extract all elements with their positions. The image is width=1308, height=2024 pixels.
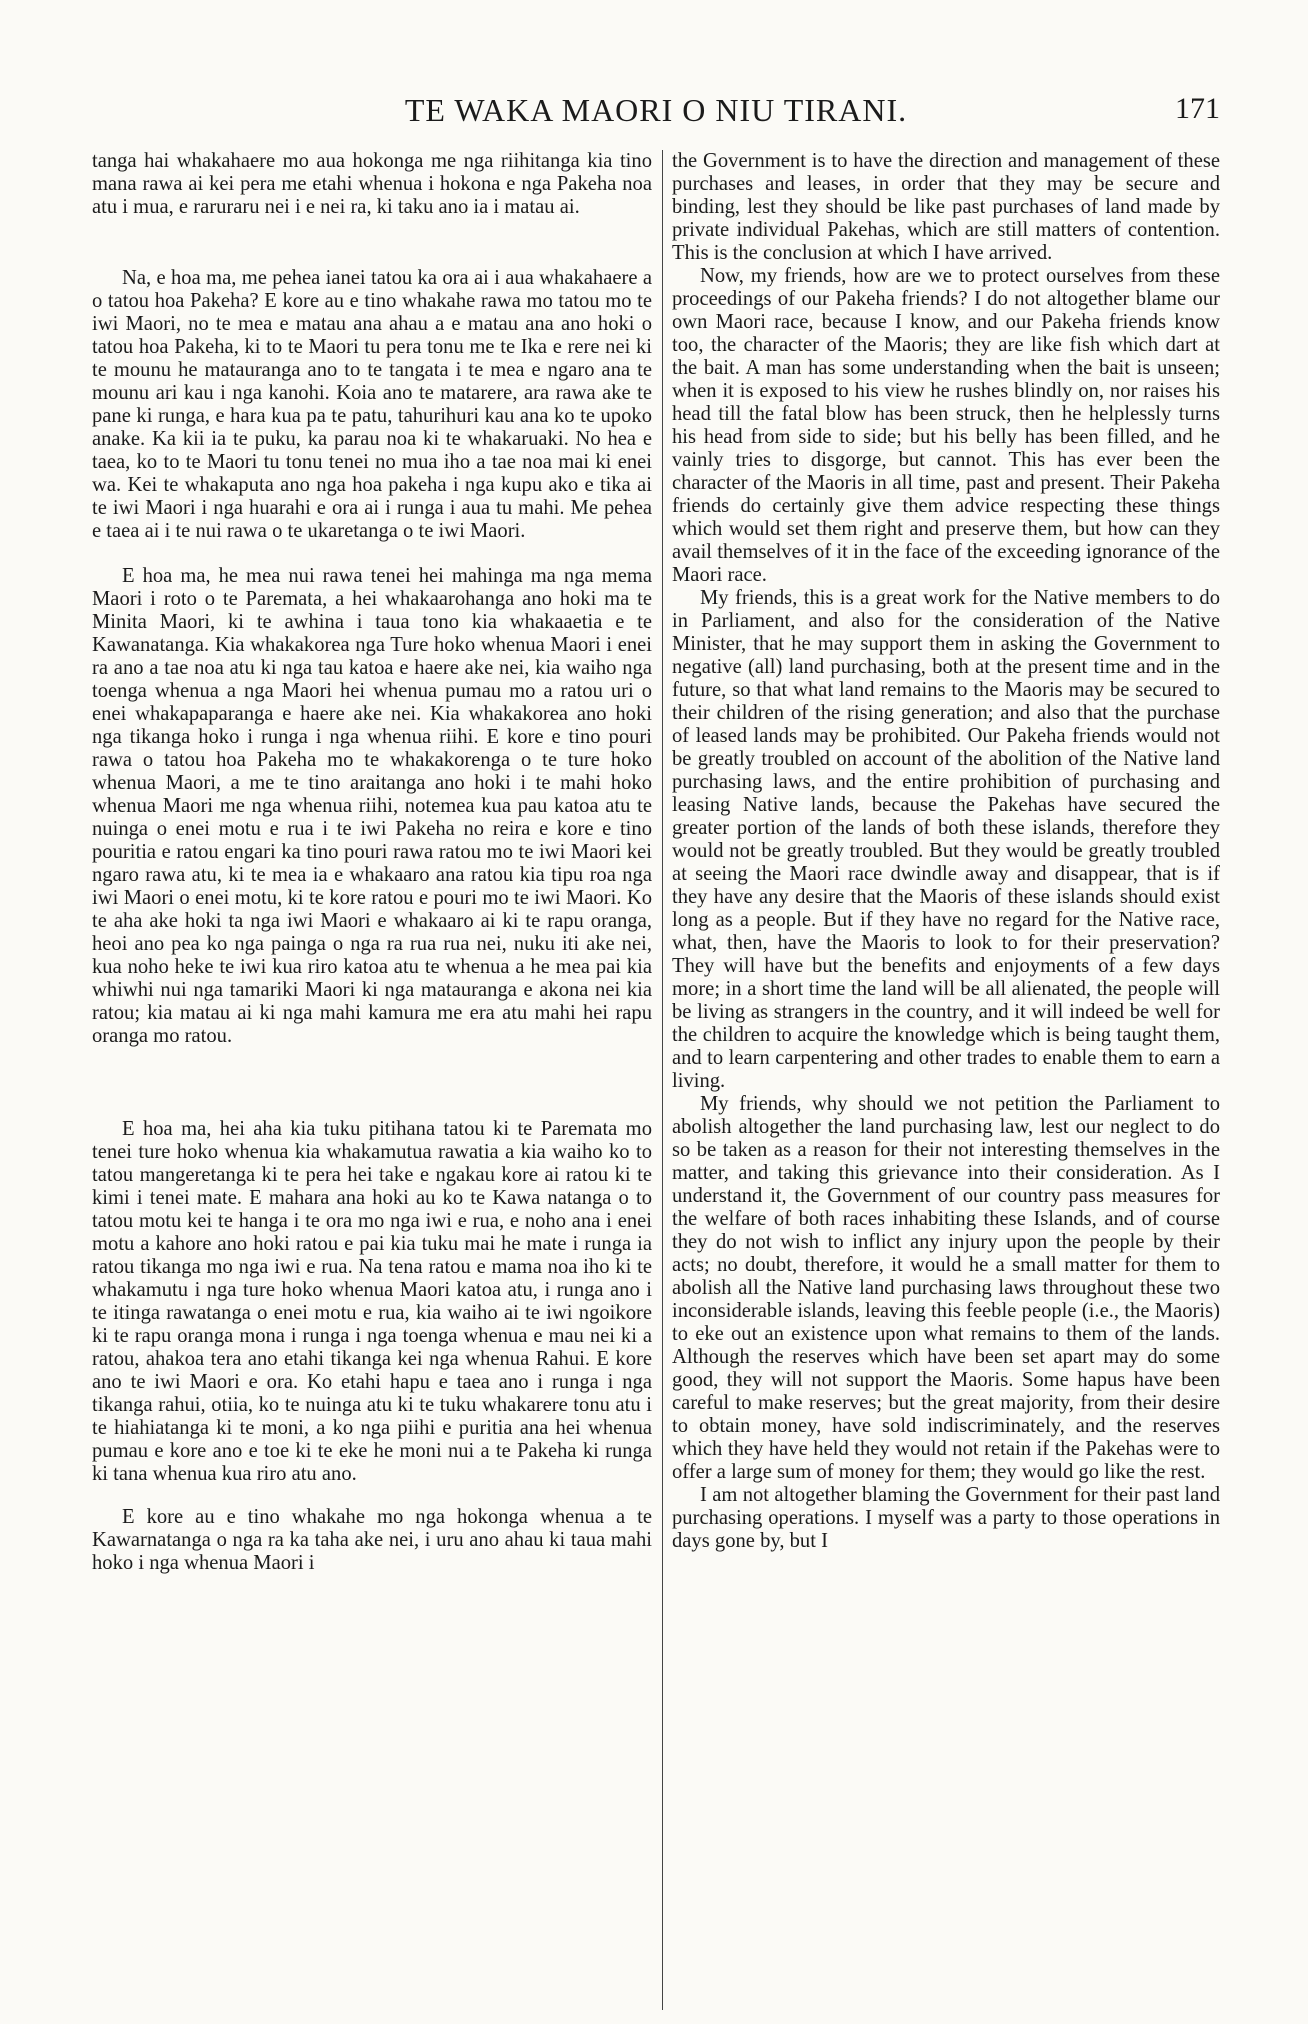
page-header [92, 92, 1220, 132]
paragraph: My friends, why should we not petition the Parliament to abolish altogether the land purchasing law, lest our neglect to do so be taken as a reason for their not interesting themselves in the matter, and taking this grievance into their consideration. As I understand it, the Government of our country pass measures for the welfare of both races inhabiting these Islands, and of course they do not wish to inflict any injury upon the people by their acts; no doubt, therefore, it would he a small matter for them to abolish all the Native land purchasing laws throughout these two inconsiderable islands, leaving this feeble people (i.e., the Maoris) to eke out an existence upon what remains to them of the lands. Although the reserves which have been set apart may do some good, they will not support the Maoris. Some hapus have been careful to make reserves; but the great majority, from their desire to obtain money, have sold indiscriminately, and the reserves which they have held they would not retain if the Pakehas were to offer a large sum of money for them; they would go like the rest. [672, 1093, 1220, 1483]
paragraph: tanga hai whakahaere mo aua hokonga me nga riihitanga kia tino mana rawa ai kei pera me etahi whenua i hokona e nga Pakeha noa atu i mua, e raruraru nei i e nei ra, ki taku ano ia i matau ai. [92, 150, 652, 218]
page-number: 171 [1175, 92, 1220, 125]
paragraph: I am not altogether blaming the Government for their past land purchasing operations. I myself was a party to those operations in days gone by, but I [672, 1484, 1220, 1552]
paragraph: Na, e hoa ma, me pehea ianei tatou ka ora ai i aua whakahaere a o tatou hoa Pakeha? E kore au e tino whakahe rawa mo tatou mo te iwi Maori, no te mea e matau ana ahau a e matau ana ano hoki o tatou hoa Pakeha, ki to te Maori tu pera tonu me te Ika e rere nei ki te mounu he matauranga ano to te tangata i te mea e ngaro ana te mounu ari kau i nga kanohi. Koia ano te matarere, ara rawa ake te pane ki runga, e hara kua pa te patu, tahurihuri kau ana ko te upoko anake. Ka kii ia te puku, ka parau noa ki te whakaruaki. No hea e taea, ko to te Maori tu tonu tenei no mua iho a tae noa mai ki enei wa. Kei te whakaputa ano nga hoa pakeha i nga kupu ako e tika ai te iwi Maori i nga huarahi e ora ai i runga i aua tu mahi. Me pehea e taea ai i te nui rawa o te ukaretanga o te iwi Maori. [92, 267, 652, 542]
english-text-column [672, 150, 1220, 2010]
maori-text-column [92, 150, 652, 2010]
column-divider [662, 150, 663, 2010]
paragraph: E hoa ma, hei aha kia tuku pitihana tatou ki te Paremata mo tenei ture hoko whenua kia whakamutua rawatia a kia waiho ko to tatou mangeretanga ki te pera hei take e ngakau kore ai ratou ki te kimi i tenei mate. E mahara ana hoki au ko te Kawa natanga o to tatou motu kei te hanga i te ora mo nga iwi e rua, e noho ana i enei motu a kahore ano hoki ratou e pai kia tuku mai he mate i runga ia ratou tikanga mo nga iwi e rua. Na tena ratou e mama noa iho ki te whakamutu i nga ture hoko whenua Maori katoa atu, i runga ano i te itinga rawatanga o enei motu e rua, kia waiho ai te iwi ngoikore ki te rapu oranga mona i runga i nga toenga whenua e mau nei ki a ratou, ahakoa tera ano etahi tikanga kei nga whenua Rahui. E kore ano te iwi Maori e ora. Ko etahi hapu e taea ano i runga i nga tikanga rahui, otiia, ko te nuinga atu ki te tuku whakarere tonu atu i te hiahiatanga ki te moni, a ko nga piihi e puritia ana hei whenua pumau e kore ano e toe ki te eke he moni nui a te Pakeha ki runga ki tana whenua kua riro atu ano. [92, 1118, 652, 1485]
paragraph: E hoa ma, he mea nui rawa tenei hei mahinga ma nga mema Maori i roto o te Paremata, a hei whakaarohanga ano hoki ma te Minita Maori, ki te awhina i taua tono kia whakaaetia e te Kawanatanga. Kia whakakorea nga Ture hoko whenua Maori i enei ra ano a tae noa atu ki nga tau katoa e haere ake nei, kia waiho nga toenga whenua a nga Maori hei whenua pumau mo a ratou uri o enei whakapaparanga e haere ake nei. Kia whakakorea ano hoki nga tikanga hoko i runga i nga whenua riihi. E kore e tino pouri rawa o tatou hoa Pakeha mo te whakakorenga o te ture hoko whenua Maori, a me te tino araitanga ano hoki i te mahi hoko whenua Maori me nga whenua riihi, notemea kua pau katoa atu te nuinga o enei motu e rua i te iwi Pakeha no reira e kore e tino pouritia e ratou engari ka tino pouri rawa ratou mo te iwi Maori kei ngaro rawa atu, ki te mea ia e whakaaro ana ratou kia tipu roa nga iwi Maori o enei motu, ki te kore ratou e pouri mo te iwi Maori. Ko te aha ake hoki ta nga iwi Maori e whakaaro ai ki te rapu oranga, heoi ano pea ko nga painga o nga ra rua rua nei, nuku iti ake nei, kua noho heke te iwi kua riro katoa atu te whenua a he mea pai kia whiwhi nui nga tamariki Maori ki nga matauranga e akona nei kia ratou; kia matau ai ki nga mahi kamura me era atu mahi hei rapu oranga mo ratou. [92, 565, 652, 1047]
paragraph: E kore au e tino whakahe mo nga hokonga whenua a te Kawarnatanga o nga ra ka taha ake nei, i uru ano ahau ki taua mahi hoko i nga whenua Maori i [92, 1506, 652, 1574]
paragraph: Now, my friends, how are we to protect ourselves from these proceedings of our Pakeha friends? I do not altogether blame our own Maori race, because I know, and our Pakeha friends know too, the character of the Maoris; they are like fish which dart at the bait. A man has some understanding when the bait is unseen; when it is exposed to his view he rushes blindly on, nor raises his head till the fatal blow has been struck, then he helplessly turns his head from side to side; but his belly has been filled, and he vainly tries to disgorge, but cannot. This has ever been the character of the Maoris in all time, past and present. Their Pakeha friends do certainly give them advice respecting these things which would set them right and preserve them, but how can they avail themselves of it in the face of the exceeding ignorance of the Maori race. [672, 265, 1220, 586]
page-title: TE WAKA MAORI O NIU TIRANI. [404, 92, 908, 128]
paragraph: My friends, this is a great work for the Native members to do in Parliament, and also for the consideration of the Native Minister, that he may support them in asking the Government to negative (all) land purchasing, both at the present time and in the future, so that what land remains to the Maoris may be secured to their children of the rising generation; and also that the purchase of leased lands may be prohibited. Our Pakeha friends would not be greatly troubled on account of the abolition of the Native land purchasing laws, and the entire prohibition of purchasing and leasing Native lands, because the Pakehas have secured the greater portion of the lands of both these islands, therefore they would not be greatly troubled. But they would be greatly troubled at seeing the Maori race dwindle away and disappear, that is if they have any desire that the Maoris of these islands should exist long as a people. But if they have no regard for the Native race, what, then, have the Maoris to look to for their preservation? They will have but the benefits and enjoyments of a few days more; in a short time the land will be all alienated, the people will be living as strangers in the country, and it will indeed be well for the children to acquire the knowledge which is being taught them, and to learn carpentering and other trades to enable them to earn a living. [672, 587, 1220, 1092]
paragraph: the Government is to have the direction and management of these purchases and leases, in order that they may be secure and binding, lest they should be like past purchases of land made by private individual Pakehas, which are still matters of contention. This is the conclusion at which I have arrived. [672, 150, 1220, 264]
